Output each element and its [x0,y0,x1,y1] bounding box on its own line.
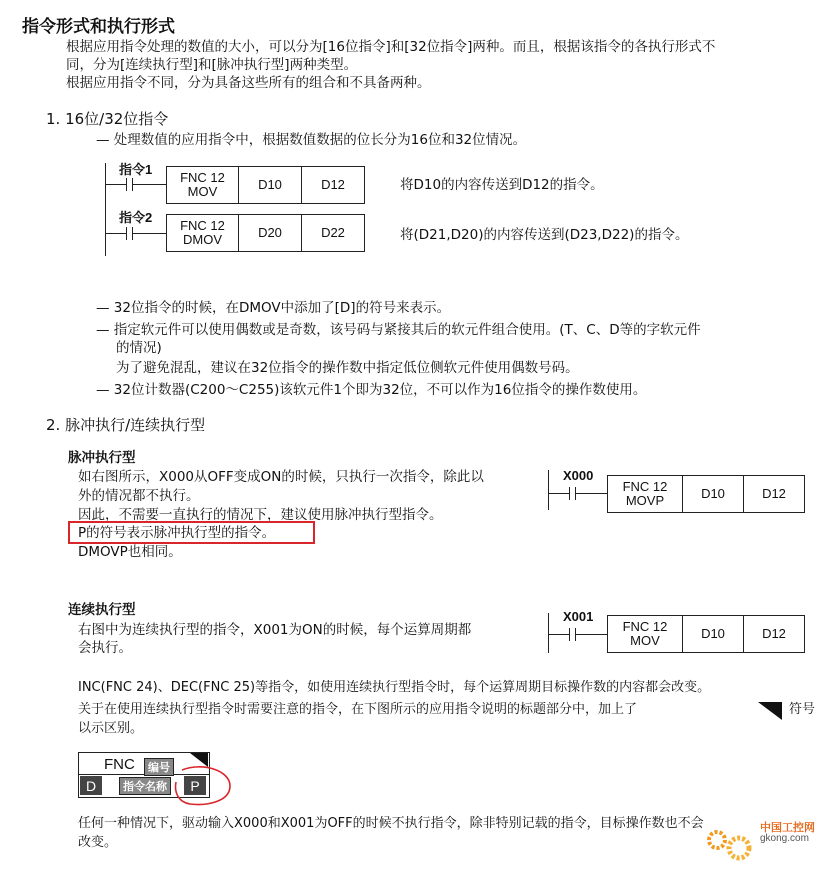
footer-line-1: 任何一种情况下，驱动输入X000和X001为OFF的时候不执行指令，除非特别记载的指令，目标操作数也不会 [78,816,704,831]
instr-name: MOVP [625,493,665,508]
operand-1: D10 [682,475,744,513]
fnc-box [607,475,683,513]
watermark-cn: 中国工控网 [760,821,815,834]
operand-1: D20 [238,214,302,252]
highlight-box [68,521,315,544]
bullet-3: — 32位计数器(C200～C255)该软元件1个即为32位，不可以作为16位指令的操作数使用。 [96,382,647,398]
ladder-note-2: 将(D21,D20)的内容传送到(D23,D22)的指令。 [400,227,689,243]
para-notice-b: 符号 [789,702,816,717]
contact-label: X001 [563,609,594,624]
para-notice-c: 以示区别。 [78,721,144,736]
gear-icon [703,826,759,862]
pulse-heading: 脉冲执行型 [68,450,136,466]
d-tag: D [80,776,102,795]
contact-label: 指令2 [119,210,153,225]
footer-line-2: 改变。 [78,835,118,850]
bullet-2-cont: 的情况) [116,340,162,356]
fnc-number: FNC 12 [180,170,225,185]
intro-line-1: 根据应用指令处理的数值的大小，可以分为[16位指令]和[32位指令]两种。而且，根据该指令的各执行形式不 [66,39,716,55]
number-tag: 编号 [144,758,174,776]
pulse-line-4: P的符号表示脉冲执行型的指令。 [78,525,276,541]
fnc-label: FNC [104,756,135,773]
fnc-box [607,615,683,653]
instr-name: DMOV [182,232,222,247]
contact-label: X000 [563,468,594,483]
fnc-number: FNC 12 [180,218,225,233]
instr-name: MOV [187,184,218,199]
watermark-text: gkong.com [760,833,809,844]
section1-desc: — 处理数值的应用指令中，根据数值数据的位长分为16位和32位情况。 [96,132,527,148]
fnc-number: FNC 12 [622,619,668,634]
fnc-number: FNC 12 [622,479,668,494]
pulse-line-5: DMOVP也相同。 [78,544,182,560]
operand-1: D10 [682,615,744,653]
operand-2: D22 [301,214,365,252]
corner-mark-icon [756,700,784,722]
bullet-2-note: 为了避免混乱，建议在32位指令的操作数中指定低位侧软元件使用偶数号码。 [116,360,579,376]
pulse-line-1: 如右图所示，X000从OFF变成ON的时候，只执行一次指令，除此以 [78,469,484,485]
para-inc-dec: INC(FNC 24)、DEC(FNC 25)等指令，如使用连续执行型指令时，每个运算周期目标操作数的内容都会改变。 [78,680,711,695]
p-tag: P [184,776,206,795]
section1-heading: 1. 16位/32位指令 [46,110,169,128]
instr-name: MOV [630,633,660,648]
para-notice-a: 关于在使用连续执行型指令时需要注意的指令，在下图所示的应用指令说明的标题部分中，加上了 [78,702,638,717]
operand-1: D10 [238,166,302,204]
continuous-line-2: 会执行。 [78,640,132,656]
red-circle-annotation [172,764,234,808]
name-tag: 指令名称 [119,777,171,795]
operand-2: D12 [743,475,805,513]
operand-2: D12 [301,166,365,204]
pulse-line-2: 外的情况都不执行。 [78,488,200,504]
fnc-box [166,166,239,204]
bullet-2: — 指定软元件可以使用偶数或是奇数，该号码与紧接其后的软元件组合使用。(T、C、D等的字软元件 [96,322,701,338]
continuous-heading: 连续执行型 [68,602,136,618]
operand-2: D12 [743,615,805,653]
power-rail [105,163,106,256]
section2-heading: 2. 脉冲执行/连续执行型 [46,416,206,434]
bullet-1: — 32位指令的时候，在DMOV中添加了[D]的符号来表示。 [96,300,451,316]
fnc-box [166,214,239,252]
contact-label: 指令1 [119,162,153,177]
page-title: 指令形式和执行形式 [22,17,175,37]
intro-line-3: 根据应用指令不同，分为具备这些所有的组合和不具备两种。 [66,75,431,91]
pulse-line-3: 因此，不需要一直执行的情况下，建议使用脉冲执行型指令。 [78,507,443,523]
ladder-note-1: 将D10的内容传送到D12的指令。 [400,177,604,193]
intro-line-2: 同，分为[连续执行型]和[脉冲执行型]两种类型。 [66,57,358,73]
continuous-line-1: 右图中为连续执行型的指令，X001为ON的时候，每个运算周期都 [78,622,472,638]
